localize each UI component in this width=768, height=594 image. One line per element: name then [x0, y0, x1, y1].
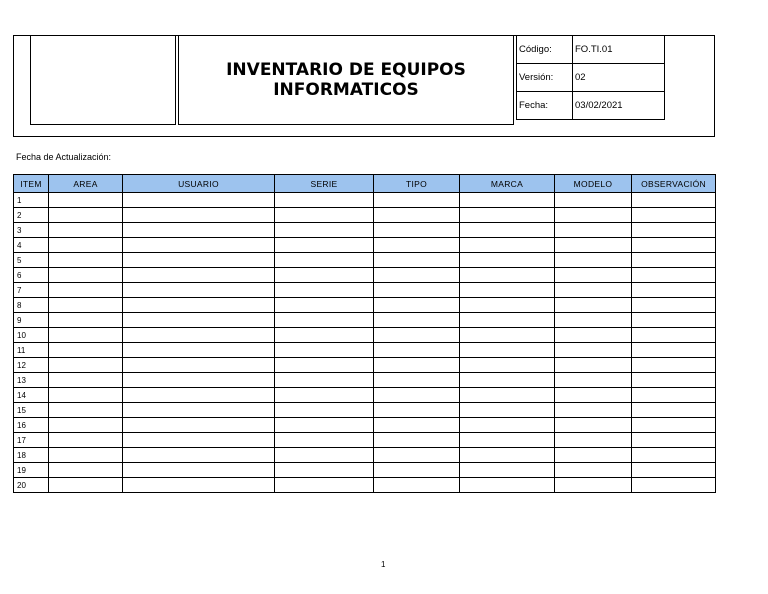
- table-cell[interactable]: [555, 478, 632, 493]
- table-cell[interactable]: [275, 223, 374, 238]
- version-value: 02: [573, 64, 665, 92]
- table-cell[interactable]: [123, 193, 275, 208]
- table-cell[interactable]: [632, 283, 716, 298]
- table-cell[interactable]: [555, 208, 632, 223]
- table-row: [14, 358, 716, 373]
- table-cell[interactable]: [555, 328, 632, 343]
- table-cell[interactable]: [460, 253, 555, 268]
- table-cell[interactable]: [555, 403, 632, 418]
- column-header: TIPO: [374, 175, 460, 193]
- table-cell[interactable]: [632, 193, 716, 208]
- item-number-cell: 11: [14, 343, 49, 358]
- table-cell[interactable]: [49, 328, 123, 343]
- table-cell[interactable]: [275, 328, 374, 343]
- table-cell[interactable]: [632, 328, 716, 343]
- table-cell[interactable]: [460, 328, 555, 343]
- table-cell[interactable]: [374, 388, 460, 403]
- table-cell[interactable]: [460, 313, 555, 328]
- table-cell[interactable]: [275, 388, 374, 403]
- table-cell[interactable]: [460, 388, 555, 403]
- meta-row-codigo: [517, 36, 665, 64]
- column-header: SERIE: [275, 175, 374, 193]
- item-number-cell: 5: [14, 253, 49, 268]
- logo-placeholder: [30, 35, 176, 125]
- table-cell[interactable]: [275, 268, 374, 283]
- table-body: [14, 193, 716, 493]
- table-cell[interactable]: [49, 223, 123, 238]
- table-cell[interactable]: [123, 208, 275, 223]
- column-header: OBSERVACIÓN: [632, 175, 716, 193]
- table-cell[interactable]: [632, 208, 716, 223]
- document-meta-table: [516, 35, 665, 120]
- table-cell[interactable]: [123, 343, 275, 358]
- table-cell[interactable]: [632, 478, 716, 493]
- table-cell[interactable]: [374, 328, 460, 343]
- table-cell[interactable]: [123, 433, 275, 448]
- table-cell[interactable]: [374, 403, 460, 418]
- table-cell[interactable]: [123, 253, 275, 268]
- table-row: [14, 313, 716, 328]
- table-cell[interactable]: [555, 193, 632, 208]
- item-number-cell: 14: [14, 388, 49, 403]
- table-row: [14, 208, 716, 223]
- column-header: USUARIO: [123, 175, 275, 193]
- table-cell[interactable]: [275, 313, 374, 328]
- item-number-cell: 19: [14, 463, 49, 478]
- table-cell[interactable]: [275, 298, 374, 313]
- fecha-label: Fecha:: [517, 92, 573, 120]
- table-cell[interactable]: [460, 223, 555, 238]
- table-cell[interactable]: [374, 238, 460, 253]
- table-cell[interactable]: [49, 343, 123, 358]
- table-row: [14, 253, 716, 268]
- table-cell[interactable]: [460, 268, 555, 283]
- table-cell[interactable]: [123, 268, 275, 283]
- table-cell[interactable]: [460, 283, 555, 298]
- table-cell[interactable]: [460, 433, 555, 448]
- item-number-cell: 9: [14, 313, 49, 328]
- table-cell[interactable]: [49, 448, 123, 463]
- table-cell[interactable]: [632, 343, 716, 358]
- table-cell[interactable]: [555, 358, 632, 373]
- title-line-1: INVENTARIO DE EQUIPOS: [226, 60, 466, 80]
- table-cell[interactable]: [632, 238, 716, 253]
- table-cell[interactable]: [460, 358, 555, 373]
- table-cell[interactable]: [460, 343, 555, 358]
- table-cell[interactable]: [123, 223, 275, 238]
- table-row: [14, 238, 716, 253]
- table-cell[interactable]: [49, 253, 123, 268]
- table-cell[interactable]: [632, 463, 716, 478]
- table-cell[interactable]: [123, 238, 275, 253]
- table-cell[interactable]: [374, 373, 460, 388]
- item-number-cell: 4: [14, 238, 49, 253]
- page-number: 1: [381, 560, 386, 569]
- table-cell[interactable]: [632, 268, 716, 283]
- table-cell[interactable]: [49, 403, 123, 418]
- table-cell[interactable]: [275, 343, 374, 358]
- item-number-cell: 18: [14, 448, 49, 463]
- table-cell[interactable]: [374, 223, 460, 238]
- table-cell[interactable]: [632, 298, 716, 313]
- table-cell[interactable]: [275, 463, 374, 478]
- table-cell[interactable]: [123, 463, 275, 478]
- version-label: Versión:: [517, 64, 573, 92]
- table-cell[interactable]: [632, 418, 716, 433]
- table-cell[interactable]: [632, 223, 716, 238]
- table-header-row: [14, 175, 716, 193]
- table-cell[interactable]: [632, 373, 716, 388]
- table-cell[interactable]: [275, 418, 374, 433]
- table-cell[interactable]: [460, 238, 555, 253]
- table-cell[interactable]: [123, 328, 275, 343]
- table-cell[interactable]: [632, 403, 716, 418]
- item-number-cell: 8: [14, 298, 49, 313]
- table-cell[interactable]: [460, 448, 555, 463]
- table-cell[interactable]: [123, 388, 275, 403]
- table-row: [14, 403, 716, 418]
- table-row: [14, 418, 716, 433]
- table-cell[interactable]: [49, 433, 123, 448]
- table-cell[interactable]: [632, 388, 716, 403]
- table-row: [14, 373, 716, 388]
- codigo-value: FO.TI.01: [573, 36, 665, 64]
- inventory-table: [13, 174, 716, 493]
- table-cell[interactable]: [555, 238, 632, 253]
- table-cell[interactable]: [555, 298, 632, 313]
- table-cell[interactable]: [555, 223, 632, 238]
- table-cell[interactable]: [460, 208, 555, 223]
- item-number-cell: 1: [14, 193, 49, 208]
- table-row: [14, 388, 716, 403]
- column-header: MODELO: [555, 175, 632, 193]
- table-cell[interactable]: [374, 253, 460, 268]
- table-cell[interactable]: [275, 403, 374, 418]
- table-cell[interactable]: [460, 478, 555, 493]
- table-cell[interactable]: [374, 298, 460, 313]
- table-cell[interactable]: [123, 448, 275, 463]
- table-row: [14, 223, 716, 238]
- column-header: AREA: [49, 175, 123, 193]
- table-cell[interactable]: [374, 433, 460, 448]
- table-cell[interactable]: [123, 283, 275, 298]
- table-cell[interactable]: [555, 433, 632, 448]
- table-row: [14, 298, 716, 313]
- table-cell[interactable]: [555, 388, 632, 403]
- table-cell[interactable]: [49, 418, 123, 433]
- table-cell[interactable]: [460, 403, 555, 418]
- table-cell[interactable]: [49, 268, 123, 283]
- table-cell[interactable]: [555, 418, 632, 433]
- item-number-cell: 2: [14, 208, 49, 223]
- table-cell[interactable]: [374, 358, 460, 373]
- table-cell[interactable]: [123, 373, 275, 388]
- item-number-cell: 3: [14, 223, 49, 238]
- table-cell[interactable]: [632, 313, 716, 328]
- table-cell[interactable]: [49, 208, 123, 223]
- table-cell[interactable]: [123, 313, 275, 328]
- table-row: [14, 448, 716, 463]
- table-cell[interactable]: [555, 448, 632, 463]
- table-cell[interactable]: [374, 343, 460, 358]
- table-cell[interactable]: [374, 448, 460, 463]
- table-row: [14, 328, 716, 343]
- table-cell[interactable]: [555, 373, 632, 388]
- table-row: [14, 283, 716, 298]
- table-cell[interactable]: [555, 268, 632, 283]
- table-cell[interactable]: [49, 373, 123, 388]
- table-cell[interactable]: [555, 313, 632, 328]
- item-number-cell: 12: [14, 358, 49, 373]
- table-row: [14, 463, 716, 478]
- table-row: [14, 478, 716, 493]
- item-number-cell: 13: [14, 373, 49, 388]
- table-cell[interactable]: [374, 478, 460, 493]
- table-cell[interactable]: [632, 433, 716, 448]
- column-header: MARCA: [460, 175, 555, 193]
- fecha-actualizacion-label: Fecha de Actualización:: [16, 152, 112, 162]
- table-cell[interactable]: [275, 193, 374, 208]
- item-number-cell: 6: [14, 268, 49, 283]
- table-cell[interactable]: [555, 253, 632, 268]
- table-cell[interactable]: [460, 298, 555, 313]
- table-cell[interactable]: [374, 208, 460, 223]
- table-cell[interactable]: [374, 313, 460, 328]
- table-cell[interactable]: [275, 433, 374, 448]
- table-cell[interactable]: [632, 253, 716, 268]
- title-line-2: INFORMATICOS: [273, 80, 419, 100]
- table-cell[interactable]: [275, 448, 374, 463]
- table-cell[interactable]: [49, 283, 123, 298]
- table-cell[interactable]: [123, 418, 275, 433]
- item-number-cell: 17: [14, 433, 49, 448]
- item-number-cell: 7: [14, 283, 49, 298]
- table-cell[interactable]: [275, 253, 374, 268]
- table-row: [14, 433, 716, 448]
- table-cell[interactable]: [49, 463, 123, 478]
- meta-row-fecha: [517, 92, 665, 120]
- table-cell[interactable]: [632, 358, 716, 373]
- table-cell[interactable]: [460, 418, 555, 433]
- table-cell[interactable]: [49, 238, 123, 253]
- document-header: [13, 35, 715, 137]
- item-number-cell: 16: [14, 418, 49, 433]
- table-cell[interactable]: [123, 403, 275, 418]
- table-cell[interactable]: [275, 208, 374, 223]
- table-cell[interactable]: [374, 268, 460, 283]
- fecha-value: 03/02/2021: [573, 92, 665, 120]
- table-cell[interactable]: [49, 298, 123, 313]
- title-cell: [178, 35, 514, 125]
- table-cell[interactable]: [49, 193, 123, 208]
- table-cell[interactable]: [275, 478, 374, 493]
- table-cell[interactable]: [632, 448, 716, 463]
- table-cell[interactable]: [49, 478, 123, 493]
- meta-row-version: [517, 64, 665, 92]
- item-number-cell: 20: [14, 478, 49, 493]
- table-cell[interactable]: [123, 298, 275, 313]
- item-number-cell: 15: [14, 403, 49, 418]
- table-cell[interactable]: [374, 193, 460, 208]
- table-row: [14, 193, 716, 208]
- table-cell[interactable]: [49, 388, 123, 403]
- table-cell[interactable]: [123, 478, 275, 493]
- table-cell[interactable]: [275, 373, 374, 388]
- table-cell[interactable]: [374, 283, 460, 298]
- codigo-label: Código:: [517, 36, 573, 64]
- table-cell[interactable]: [275, 238, 374, 253]
- column-header: ITEM: [14, 175, 49, 193]
- table-cell[interactable]: [555, 283, 632, 298]
- document-title: [216, 60, 476, 100]
- table-cell[interactable]: [123, 358, 275, 373]
- table-row: [14, 268, 716, 283]
- table-cell[interactable]: [275, 358, 374, 373]
- table-cell[interactable]: [555, 463, 632, 478]
- table-row: [14, 343, 716, 358]
- table-cell[interactable]: [275, 283, 374, 298]
- table-cell[interactable]: [460, 373, 555, 388]
- table-cell[interactable]: [49, 358, 123, 373]
- table-cell[interactable]: [460, 193, 555, 208]
- table-cell[interactable]: [49, 313, 123, 328]
- table-cell[interactable]: [460, 463, 555, 478]
- item-number-cell: 10: [14, 328, 49, 343]
- table-cell[interactable]: [374, 418, 460, 433]
- table-cell[interactable]: [374, 463, 460, 478]
- table-cell[interactable]: [555, 343, 632, 358]
